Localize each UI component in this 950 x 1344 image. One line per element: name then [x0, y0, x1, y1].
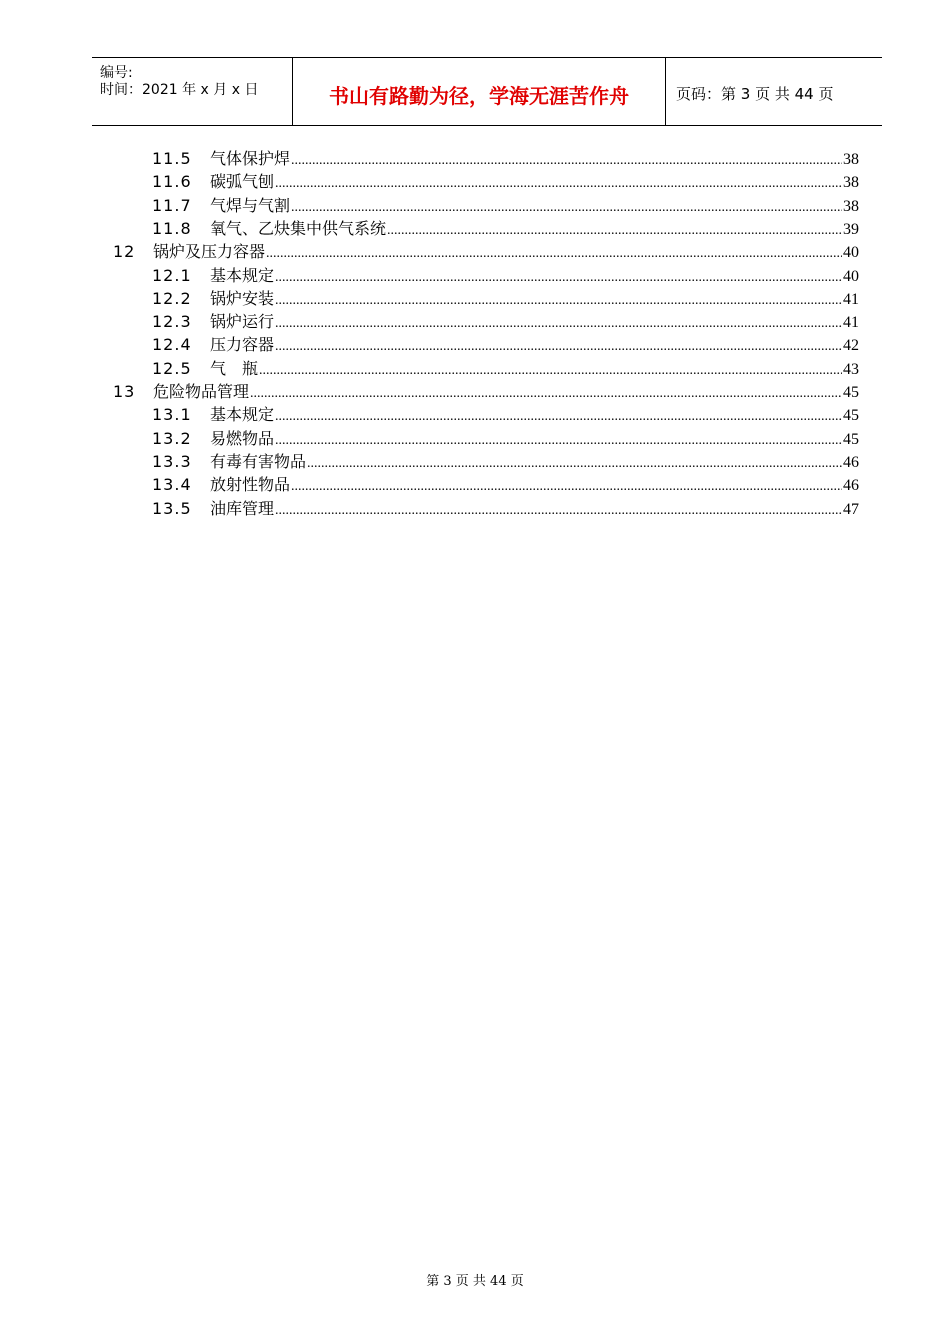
- toc-entry-title: 锅炉及压力容器: [153, 242, 266, 262]
- toc-entry-title: 有毒有害物品: [210, 451, 307, 471]
- toc-leader-dots: [275, 339, 842, 355]
- toc-leader-dots: [275, 316, 842, 332]
- toc-entry-title: 气焊与气割: [210, 195, 291, 215]
- toc-leader-dots: [275, 293, 842, 309]
- toc-entry-title: 锅炉运行: [210, 312, 275, 332]
- toc-entry[interactable]: [152, 472, 859, 494]
- toc-chapter-entry[interactable]: [113, 379, 859, 401]
- toc-entry-number: 13.2: [152, 428, 192, 448]
- toc-leader-dots: [307, 456, 842, 472]
- toc-entry-page: 38: [843, 174, 859, 192]
- toc-entry-title: 气体保护焊: [210, 149, 291, 168]
- toc-entry-title: 压力容器: [210, 335, 275, 355]
- toc-chapter-entry[interactable]: [113, 239, 859, 261]
- toc-entry[interactable]: [152, 402, 859, 424]
- toc-entry[interactable]: [152, 216, 859, 238]
- toc-entry-page: 41: [843, 290, 859, 308]
- toc-entry-number: 11.6: [152, 172, 192, 192]
- toc-leader-dots: [291, 200, 842, 216]
- header-motto-cell: [293, 58, 666, 125]
- toc-entry[interactable]: [152, 193, 859, 215]
- toc-leader-dots: [275, 433, 842, 449]
- toc-entry[interactable]: [152, 286, 859, 308]
- toc-entry[interactable]: [152, 332, 859, 354]
- toc-entry[interactable]: [152, 146, 859, 168]
- toc-entry[interactable]: [152, 496, 859, 518]
- toc-entry-page: 43: [843, 360, 859, 378]
- toc-leader-dots: [387, 223, 842, 239]
- toc-entry-title: 锅炉安装: [210, 288, 275, 308]
- toc-entry-number: 12.4: [152, 335, 192, 355]
- toc-entry-number: 12: [113, 242, 136, 262]
- toc-entry-title: 基本规定: [210, 405, 275, 425]
- toc-entry[interactable]: [152, 426, 859, 448]
- toc-entry-number: 12.1: [152, 265, 192, 285]
- toc-entry-page: 47: [843, 500, 859, 518]
- toc-entry-number: 13.1: [152, 405, 192, 425]
- toc-entry[interactable]: [152, 309, 859, 331]
- toc-entry-number: 13.4: [152, 475, 192, 495]
- header-page-cell: [666, 58, 882, 125]
- toc-entry-number: 13.5: [152, 498, 192, 518]
- toc-entry-page: 39: [843, 220, 859, 238]
- toc-entry-number: 11.8: [152, 218, 192, 238]
- toc-entry-number: 12.2: [152, 288, 192, 308]
- footer-page-number: 第 3 页 共 44 页: [426, 1274, 524, 1289]
- toc-leader-dots: [291, 153, 842, 169]
- toc-entry-title: 基本规定: [210, 265, 275, 285]
- toc-entry-page: 46: [843, 477, 859, 495]
- toc-entry-title: 放射性物品: [210, 475, 291, 495]
- toc-entry-page: 40: [843, 244, 859, 262]
- toc-entry-page: 41: [843, 314, 859, 332]
- toc-entry-title: 气 瓶: [210, 358, 259, 378]
- toc-entry-page: 40: [843, 267, 859, 285]
- toc-entry-title: 碳弧气刨: [210, 172, 275, 192]
- toc-entry-page: 38: [843, 151, 859, 168]
- toc-leader-dots: [250, 386, 842, 402]
- toc-entry-title: 油库管理: [210, 498, 275, 518]
- toc-entry-title: 易燃物品: [210, 428, 275, 448]
- toc-leader-dots: [266, 246, 842, 262]
- header-page-info: 页码：第 3 页 共 44 页: [676, 85, 834, 103]
- header-meta-cell: [92, 58, 293, 125]
- toc-leader-dots: [275, 176, 842, 192]
- toc-entry[interactable]: [152, 356, 859, 378]
- toc-entry[interactable]: [152, 169, 859, 191]
- toc-entry-number: 13.3: [152, 451, 192, 471]
- toc-entry[interactable]: [152, 449, 859, 471]
- toc-leader-dots: [259, 363, 842, 379]
- page-header: [92, 57, 882, 126]
- toc-entry-number: 11.5: [152, 149, 192, 168]
- toc-entry-page: 45: [843, 430, 859, 448]
- toc-entry-page: 45: [843, 384, 859, 401]
- toc-entry-number: 11.7: [152, 195, 192, 215]
- toc-entry[interactable]: [152, 263, 859, 285]
- page-footer: [0, 1270, 950, 1289]
- toc-entry-number: 12.5: [152, 358, 192, 378]
- toc-entry-number: 13: [113, 382, 136, 401]
- toc-entry-page: 42: [843, 337, 859, 355]
- toc-entry-title: 氧气、乙炔集中供气系统: [210, 218, 387, 238]
- toc-leader-dots: [275, 270, 842, 286]
- document-time-label: 时间：2021 年 x 月 x 日: [100, 82, 259, 98]
- toc-entry-number: 12.3: [152, 312, 192, 332]
- document-code-label: 编号:: [100, 65, 133, 81]
- toc-leader-dots: [275, 503, 842, 519]
- toc-leader-dots: [291, 479, 842, 495]
- toc-entry-page: 38: [843, 197, 859, 215]
- toc-entry-title: 危险物品管理: [153, 382, 250, 401]
- toc-entry-page: 46: [843, 453, 859, 471]
- header-motto: 书山有路勤为径，学海无涯苦作舟: [329, 84, 629, 108]
- toc-entry-page: 45: [843, 407, 859, 425]
- toc-leader-dots: [275, 409, 842, 425]
